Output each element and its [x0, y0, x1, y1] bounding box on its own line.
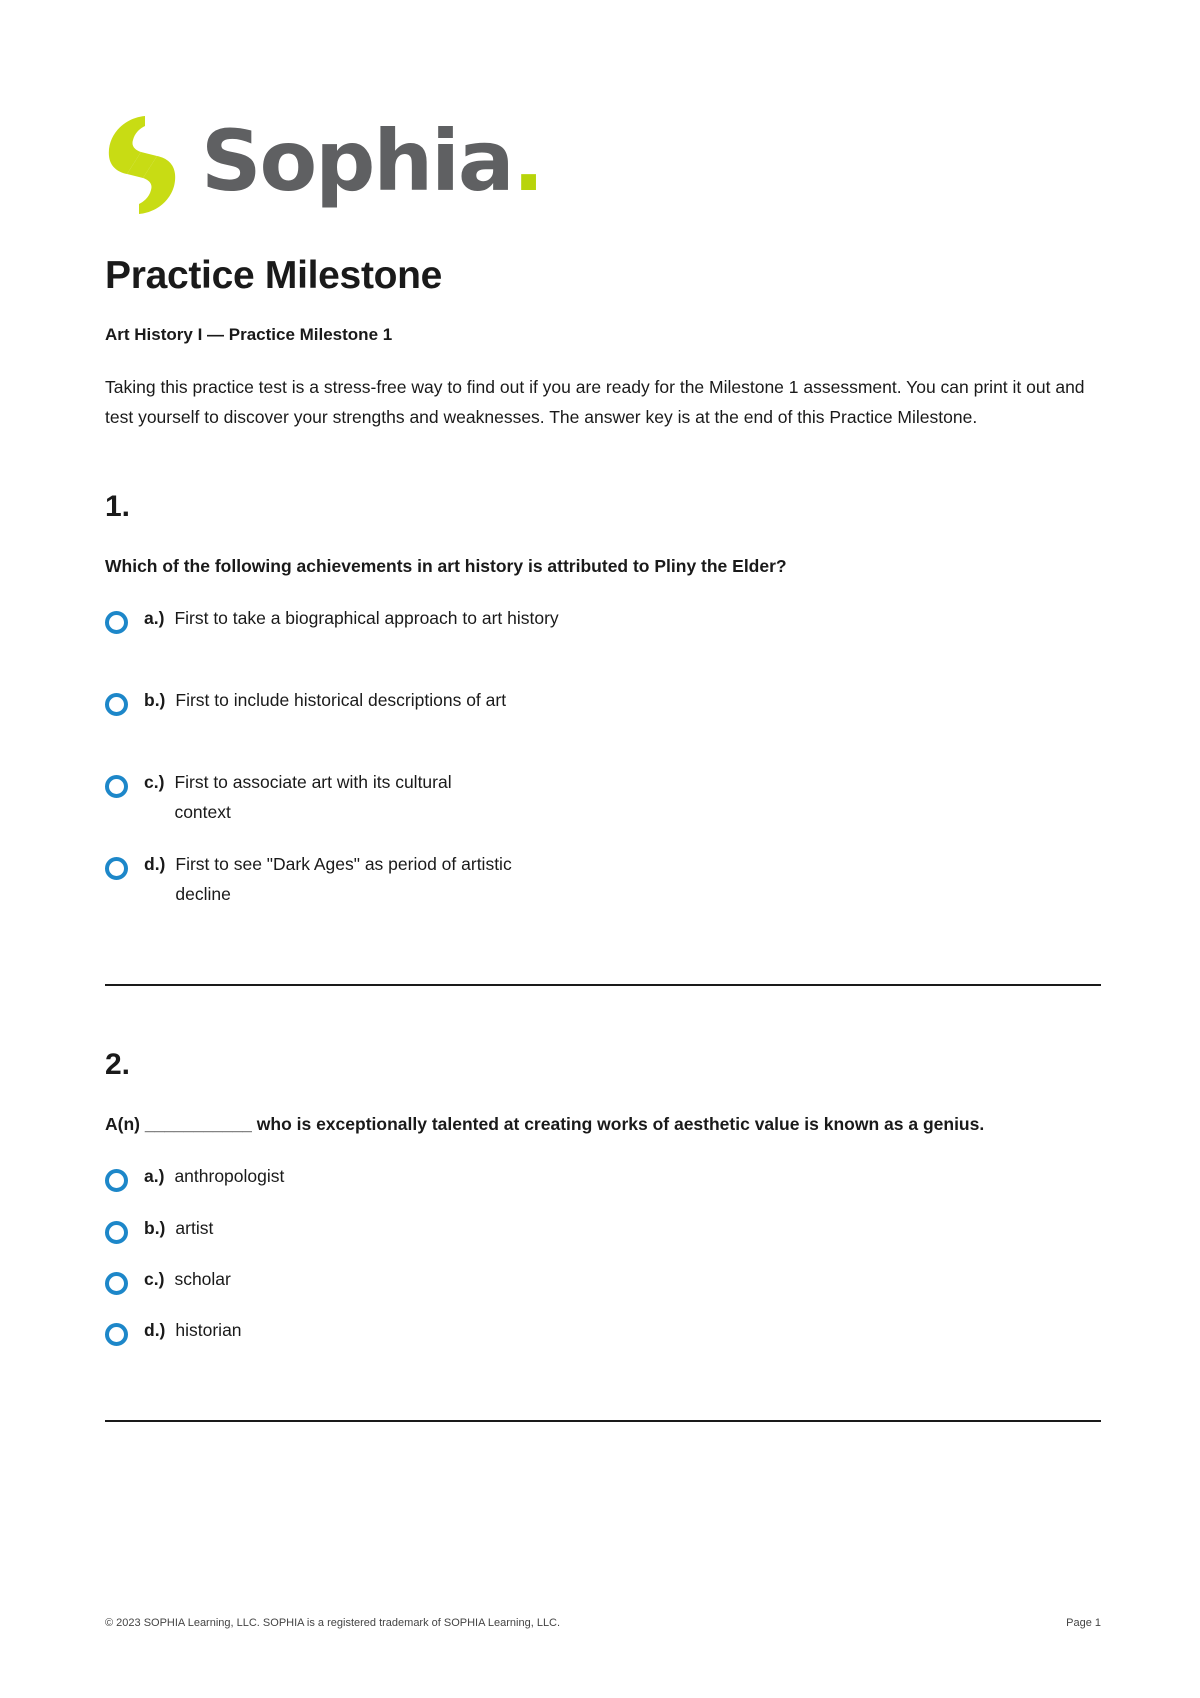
option-text: historian	[175, 1320, 242, 1340]
option-text: First to associate art with its cultural context	[174, 772, 452, 822]
question-2-option-d[interactable]	[105, 1320, 242, 1346]
option-text: artist	[175, 1218, 214, 1238]
sophia-logo-mark-icon	[105, 114, 179, 216]
footer-copyright: © 2023 SOPHIA Learning, LLC. SOPHIA is a registered trademark of SOPHIA Learning, LLC.	[105, 1617, 561, 1629]
radio-button-icon[interactable]	[105, 1169, 128, 1192]
page-subtitle: Art History I — Practice Milestone 1	[105, 325, 393, 344]
option-letter: b.)	[144, 1218, 166, 1238]
option-text: anthropologist	[174, 1166, 285, 1186]
question-2-option-a[interactable]	[105, 1166, 284, 1192]
option-letter: d.)	[144, 1320, 166, 1340]
radio-button-icon[interactable]	[105, 1323, 128, 1346]
option-letter: b.)	[144, 690, 166, 710]
document-page	[105, 0, 1101, 1698]
question-1-option-c[interactable]	[105, 772, 504, 827]
page-title: Practice Milestone	[105, 254, 443, 297]
radio-button-icon[interactable]	[105, 693, 128, 716]
sophia-logo-wordmark: Sophia.	[201, 112, 543, 210]
radio-button-icon[interactable]	[105, 1272, 128, 1295]
section-divider	[105, 984, 1101, 986]
option-text: scholar	[174, 1269, 231, 1289]
option-letter: d.)	[144, 854, 166, 874]
option-text: First to take a biographical approach to art history	[174, 608, 559, 628]
option-letter: a.)	[144, 608, 165, 628]
radio-button-icon[interactable]	[105, 611, 128, 634]
question-1-option-a[interactable]	[105, 608, 564, 634]
option-text: First to see "Dark Ages" as period of artistic decline	[175, 854, 512, 904]
question-1-text: Which of the following achievements in art history is attributed to Pliny the Elder?	[105, 556, 787, 576]
question-1-number: 1.	[105, 490, 131, 523]
section-divider	[105, 1420, 1101, 1422]
radio-button-icon[interactable]	[105, 1221, 128, 1244]
sophia-logo	[105, 112, 543, 218]
option-letter: c.)	[144, 1269, 165, 1289]
option-letter: c.)	[144, 772, 165, 792]
radio-button-icon[interactable]	[105, 775, 128, 798]
question-2-option-c[interactable]	[105, 1269, 231, 1295]
footer-page-number: Page 1	[1066, 1617, 1101, 1629]
question-1-option-b[interactable]	[105, 690, 565, 716]
intro-paragraph: Taking this practice test is a stress-free way to find out if you are ready for the Milestone 1 assessment. You can print it out and test yourself to discover your strengths and weaknesses. The answer key is at the end of this Practice Milestone.	[105, 377, 1085, 427]
option-text: First to include historical descriptions of art	[175, 690, 507, 710]
question-2-option-b[interactable]	[105, 1218, 213, 1244]
question-2-text: A(n) ___________ who is exceptionally talented at creating works of aesthetic value is known as a genius.	[105, 1114, 985, 1134]
option-letter: a.)	[144, 1166, 165, 1186]
question-2-number: 2.	[105, 1048, 131, 1081]
question-1-option-d[interactable]	[105, 854, 565, 909]
radio-button-icon[interactable]	[105, 857, 128, 880]
